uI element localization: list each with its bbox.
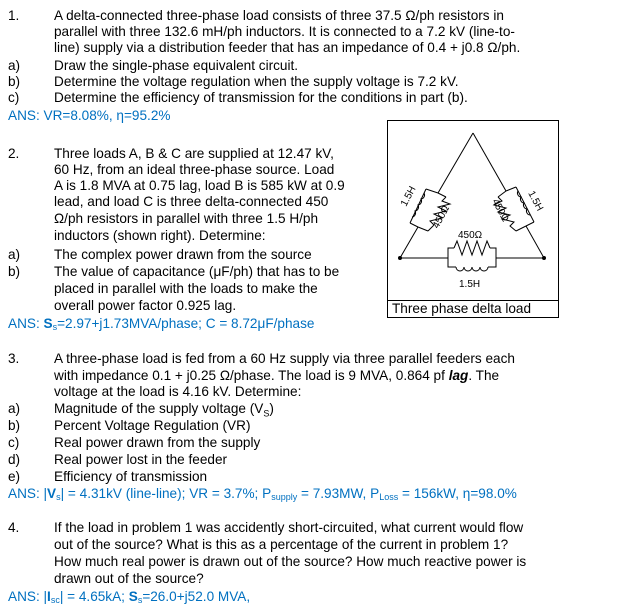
problem-2-line: inductors (shown right). Determine: <box>54 228 266 243</box>
problem-3-item-text: Percent Voltage Regulation (VR) <box>54 418 251 433</box>
answer-subscript: supply <box>271 492 298 502</box>
problem-3-number: 3. <box>8 351 20 366</box>
answer-subscript: s <box>52 322 58 332</box>
problem-2-item-text: The complex power drawn from the source <box>54 247 312 262</box>
answer-symbol: I <box>47 589 51 604</box>
problem-1-line: A delta-connected three-phase load consists of three 37.5 Ω/ph resistors in <box>54 8 504 23</box>
problem-1-item-label: c) <box>8 90 20 105</box>
right-inductor-label: 1.5H <box>525 189 545 214</box>
answer-symbol: S <box>43 316 53 331</box>
node-dot <box>542 256 546 260</box>
delta-wire <box>448 258 456 267</box>
problem-2-answer <box>8 316 314 335</box>
answer-symbol: S <box>128 589 138 604</box>
problem-2-line: A is 1.8 MVA at 0.75 lag, load B is 585 kW at 0.9 <box>54 178 345 193</box>
problem-3-answer <box>8 486 517 505</box>
problem-4-line: If the load in problem 1 was accidently short-circuited, what current would flow <box>54 520 524 535</box>
item-close: ) <box>269 401 274 416</box>
problem-2-item-label: a) <box>8 247 21 262</box>
problem-3-item-text: Real power drawn from the supply <box>54 435 261 450</box>
problem-3-item-label: c) <box>8 435 20 450</box>
problem-2-line: Three loads A, B & C are supplied at 12.47 kV, <box>54 146 334 161</box>
left-resistor-label: 450Ω <box>430 203 452 231</box>
delta-wire <box>526 222 534 226</box>
problem-4-line: out of the source? What is this as a percentage of the current in problem 1? <box>54 537 509 552</box>
problem-2-line: 60 Hz, from an ideal three-phase source. Load <box>54 162 335 177</box>
problem-2-number: 2. <box>8 146 20 161</box>
delta-wire <box>516 226 526 231</box>
answer-value: = 7.93MW, P <box>297 486 380 501</box>
item-text: Magnitude of the supply voltage (V <box>54 401 264 416</box>
problem-3-item-label: b) <box>8 418 21 433</box>
problem-3-line: A three-phase load is fed from a 60 Hz supply via three parallel feeders each <box>54 351 515 366</box>
answer-symbol: V <box>47 486 57 501</box>
right-resistor-label: 450Ω <box>489 197 511 224</box>
delta-wire <box>526 226 544 258</box>
delta-wire <box>438 133 473 193</box>
problem-3-item-text: Real power lost in the feeder <box>54 452 228 467</box>
delta-wire <box>400 227 418 258</box>
answer-subscript: s <box>56 492 61 502</box>
problem-1-item-label: a) <box>8 58 21 73</box>
problem-1-line: parallel with three 132.6 mH/ph inductors. It is connected to a 7.2 kV (line-to- <box>54 24 515 39</box>
problem-3-line-text: with impedance 0.1 + j0.25 Ω/phase. The load is 9 MVA, 0.864 pf <box>54 368 445 383</box>
delta-circuit-diagram <box>388 121 558 301</box>
delta-wire <box>490 248 496 258</box>
problem-3-item-label: e) <box>8 469 21 484</box>
answer-subscript: s <box>137 595 143 605</box>
figure-caption: Three phase delta load <box>388 300 558 317</box>
problem-3-line <box>54 368 499 384</box>
left-inductor-label: 1.5H <box>398 184 419 209</box>
answer-subscript: Loss <box>379 492 399 502</box>
lag-word: lag <box>448 368 469 383</box>
bottom-inductor-label: 1.5H <box>459 279 481 290</box>
answer-value: | = 4.31kV (line-line); VR = 3.7%; P <box>60 486 272 501</box>
answer-prefix: ANS: | <box>8 486 48 501</box>
problem-2-line: Ω/ph resistors in parallel with three 1.5 H/ph <box>54 211 319 226</box>
problem-2-line: lead, and load C is three delta-connected 450 <box>54 194 329 209</box>
problem-3-line-tail: . The <box>468 368 500 383</box>
problem-2-item-label: b) <box>8 264 21 279</box>
problem-1-line: line) supply via a distribution feeder that has an impedance of 0.4 + j0.8 Ω/ph. <box>54 40 521 55</box>
delta-wire <box>410 223 418 227</box>
item-subscript: S <box>263 408 270 419</box>
delta-wire <box>418 227 428 231</box>
answer-value: =26.0+j52.0 MVA, <box>142 589 251 604</box>
problem-2-item-text: The value of capacitance (μF/ph) that has to be <box>54 264 340 279</box>
answer-value: | = 4.65kA; <box>59 589 129 604</box>
delta-wire <box>488 258 496 267</box>
answer-prefix: ANS: <box>8 316 44 331</box>
delta-wire <box>473 133 506 191</box>
problem-1-item-label: b) <box>8 74 21 89</box>
problem-3-line: voltage at the load is 4.16 kV. Determine: <box>54 384 302 399</box>
delta-wire <box>426 189 438 193</box>
delta-load-figure <box>387 120 559 318</box>
problem-1-number: 1. <box>8 8 20 23</box>
problem-3-item-label: d) <box>8 452 21 467</box>
bottom-inductor-coil <box>456 267 488 271</box>
delta-wire <box>506 187 516 191</box>
problem-3-item-label: a) <box>8 401 21 416</box>
delta-wire <box>448 248 454 258</box>
problem-1-answer: ANS: VR=8.08%, η=95.2% <box>8 108 171 123</box>
answer-subscript: sc <box>50 595 60 605</box>
problem-4-line: drawn out of the source? <box>54 571 204 586</box>
problem-4-number: 4. <box>8 520 20 535</box>
bottom-resistor-zigzag <box>454 241 490 255</box>
problem-4-answer <box>8 589 250 608</box>
problem-1-item-text: Determine the voltage regulation when the supply voltage is 7.2 kV. <box>54 74 459 89</box>
problem-3-item-text: Efficiency of transmission <box>54 469 208 484</box>
answer-value: = 156kW, η=98.0% <box>398 486 517 501</box>
problem-4-line: How much real power is drawn out of the source? How much reactive power is <box>54 554 527 569</box>
node-dot <box>398 256 402 260</box>
delta-wire <box>438 193 446 197</box>
problem-1-item-text: Determine the efficiency of transmission for the conditions in part (b). <box>54 90 468 105</box>
problem-1-item-text: Draw the single-phase equivalent circuit. <box>54 58 299 73</box>
answer-value: =2.97+j1.73MVA/phase; C = 8.72μF/phase <box>57 316 315 331</box>
answer-prefix: ANS: | <box>8 589 48 604</box>
problem-2-item-text: placed in parallel with the loads to make the <box>54 281 318 296</box>
problem-2-item-text: overall power factor 0.925 lag. <box>54 298 237 313</box>
bottom-resistor-label: 450Ω <box>458 230 483 241</box>
